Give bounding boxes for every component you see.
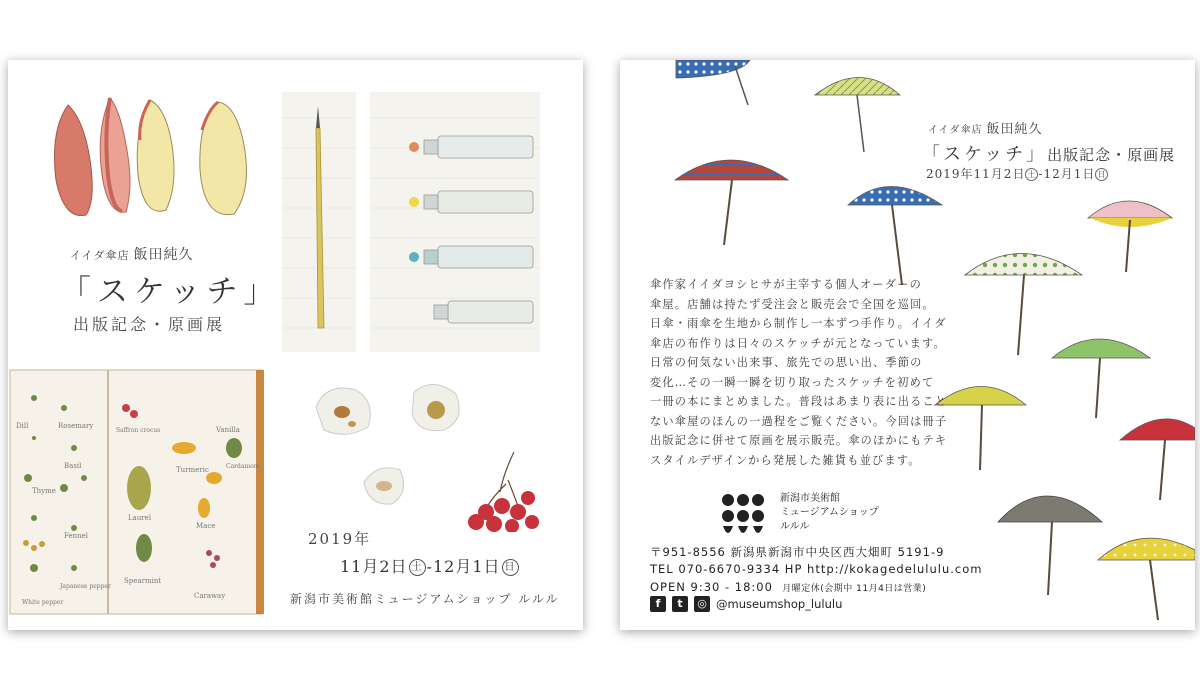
exhibition-subtitle: 出版記念・原画展 [1047, 146, 1176, 164]
label-caraway: Caraway [194, 592, 226, 600]
exhibition-title-main: 「スケッチ」 [922, 144, 1048, 165]
description-line: 傘屋。店舗は持たず受注会と販売会で全国を巡回。 [650, 297, 935, 311]
flyer-front [8, 60, 583, 630]
label-mace: Mace [196, 522, 216, 530]
address: 〒951-8556 新潟県新潟市中央区西大畑町 5191-9 [650, 545, 945, 559]
venue-name: 新潟市美術館ミュージアムショップ ルルル [290, 592, 560, 606]
exhibition-subtitle: 出版記念・原画展 [73, 315, 226, 334]
description-line: スタイルデザインから発展した雑貨も並びます。 [650, 453, 921, 467]
label-spearmint: Spearmint [124, 577, 162, 585]
label-rosemary: Rosemary [58, 422, 94, 430]
description-line: 傘店の布作りは日々のスケッチが元となっています。 [650, 336, 946, 350]
artist-name: 飯田純久 [133, 247, 194, 263]
brush-sketch-paper [280, 88, 360, 356]
description-line: 日常の何気ない出来事、旅先での思い出、季節の [650, 356, 923, 369]
logo-text-line: 新潟市美術館 [780, 493, 840, 504]
end-day-badge: 日 [502, 559, 519, 576]
end-day-badge: 日 [1097, 170, 1107, 179]
social-links [650, 596, 842, 612]
shop-name: イイダ傘店 [70, 249, 130, 262]
label-fennel: Fennel [64, 532, 89, 540]
label-japanese-pepper: Japanese pepper [60, 583, 111, 590]
description-line: 出版記念に併せて原画を展示販売。傘のほかにもテキ [650, 434, 948, 447]
opening-hours [650, 580, 926, 594]
exhibition-year: 2019年 [308, 530, 372, 548]
logo-text-line: ルルル [780, 521, 810, 532]
artist-name: 飯田純久 [986, 122, 1043, 137]
label-thyme: Thyme [32, 487, 56, 495]
artist-line [70, 244, 193, 264]
twitter-icon[interactable]: t [672, 596, 688, 612]
start-day-badge: 土 [1027, 170, 1037, 179]
artist-line [928, 118, 1043, 137]
description-line: 日傘・雨傘を生地から制作し一本ずつ手作り。イイダ [650, 317, 947, 330]
label-dill: Dill [16, 422, 29, 430]
nuts-cherries-illustration [306, 372, 546, 532]
end-date: -12月1日 [1038, 167, 1096, 181]
label-laurel: Laurel [128, 514, 152, 522]
logo-text-line: ミュージアムショップ [780, 507, 879, 518]
spice-sketchbook-illustration [8, 368, 268, 616]
museum-shop-logo-icon [720, 492, 766, 540]
flyer-back [620, 60, 1195, 630]
shop-name: イイダ傘店 [928, 125, 983, 136]
label-saffron: Saffron crocus [116, 427, 161, 434]
exhibition-dates [926, 165, 1108, 182]
label-turmeric: Turmeric [176, 466, 209, 474]
description [650, 275, 980, 470]
start-day-badge: 土 [409, 559, 426, 576]
end-date: -12月1日 [426, 557, 501, 576]
label-basil: Basil [64, 462, 82, 470]
description-line: 傘作家イイダヨシヒサが主宰する個人オーダーの [650, 278, 922, 291]
social-handle[interactable]: @museumshop_lululu [716, 597, 843, 611]
description-line: 変化…その一瞬一瞬を切り取ったスケッチを初めて [650, 375, 935, 389]
label-white-pepper: White pepper [22, 599, 64, 606]
start-date: 2019年11月2日 [926, 167, 1026, 181]
exhibition-title: 「スケッチ」 [60, 274, 281, 310]
exhibition-title [922, 140, 1175, 166]
open-hours: OPEN 9:30 - 18:00 [650, 580, 773, 594]
label-cardamom: Cardamom [226, 463, 260, 470]
contact-tel-hp[interactable]: TEL 070-6670-9334 HP http://kokagedelululu.com [650, 562, 983, 576]
start-date: 11月2日 [340, 557, 408, 576]
description-line: 一冊の本にまとめました。普段はあまり表に出ること [650, 395, 948, 408]
instagram-icon[interactable]: ◎ [694, 596, 710, 612]
apple-slices-illustration [38, 90, 258, 225]
closed-days: 月曜定休(会期中 11月4日は営業) [782, 584, 927, 594]
exhibition-dates [340, 554, 520, 577]
paint-tubes-sketch-paper [368, 88, 542, 356]
label-vanilla: Vanilla [216, 426, 240, 434]
description-line: ない傘屋のほんの一過程をご覧ください。今回は冊子 [650, 414, 948, 428]
logo-text [780, 492, 879, 534]
facebook-icon[interactable]: f [650, 596, 666, 612]
